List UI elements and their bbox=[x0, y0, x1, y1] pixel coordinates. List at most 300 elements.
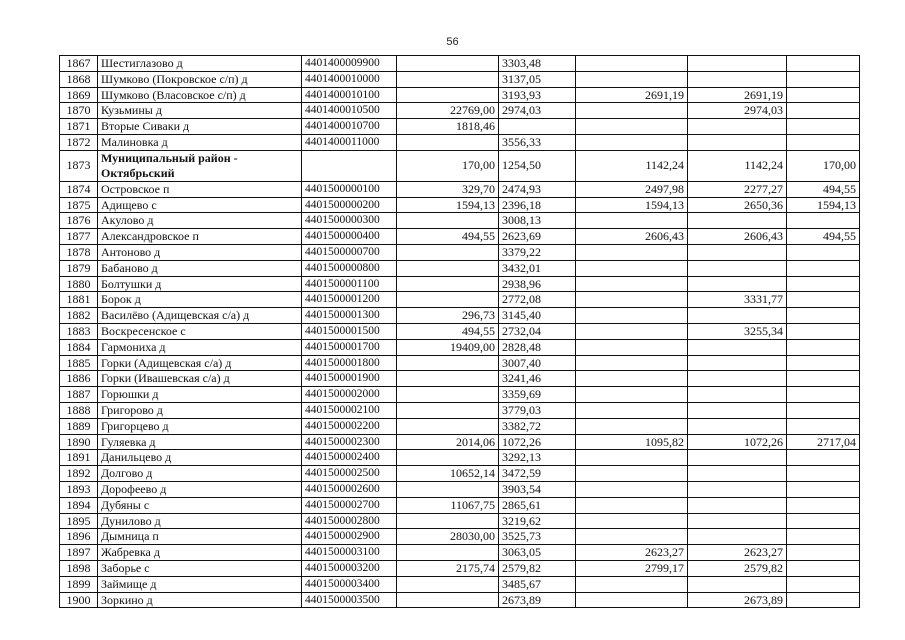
row-number: 1887 bbox=[60, 387, 98, 403]
oktmo-code: 4401500000400 bbox=[302, 229, 397, 245]
oktmo-code: 4401400011000 bbox=[302, 134, 397, 150]
value-col-2: 2772,08 bbox=[499, 292, 576, 308]
value-col-1: 170,00 bbox=[397, 150, 499, 181]
value-col-1 bbox=[397, 592, 499, 608]
row-number: 1886 bbox=[60, 371, 98, 387]
value-col-4 bbox=[688, 513, 787, 529]
value-col-4 bbox=[688, 355, 787, 371]
settlement-name: Долгово д bbox=[98, 466, 302, 482]
oktmo-code: 4401500003400 bbox=[302, 576, 397, 592]
value-col-3 bbox=[576, 71, 688, 87]
table-row bbox=[60, 87, 860, 103]
oktmo-code: 4401500002100 bbox=[302, 402, 397, 418]
table-row bbox=[60, 418, 860, 434]
value-col-4: 2606,43 bbox=[688, 229, 787, 245]
value-col-5 bbox=[787, 545, 860, 561]
value-col-1: 28030,00 bbox=[397, 529, 499, 545]
value-col-2: 2623,69 bbox=[499, 229, 576, 245]
oktmo-code: 4401500002800 bbox=[302, 513, 397, 529]
table-row bbox=[60, 308, 860, 324]
value-col-5 bbox=[787, 56, 860, 72]
table-row bbox=[60, 229, 860, 245]
table-row bbox=[60, 560, 860, 576]
settlement-name: Воскресенское с bbox=[98, 323, 302, 339]
settlement-name: Гуляевка д bbox=[98, 434, 302, 450]
value-col-2: 2396,18 bbox=[499, 197, 576, 213]
value-col-2: 1072,26 bbox=[499, 434, 576, 450]
settlement-name: Антоново д bbox=[98, 244, 302, 260]
value-col-5 bbox=[787, 576, 860, 592]
oktmo-code: 4401400010000 bbox=[302, 71, 397, 87]
row-number: 1878 bbox=[60, 244, 98, 260]
row-number: 1872 bbox=[60, 134, 98, 150]
table-body bbox=[60, 56, 860, 608]
value-col-1 bbox=[397, 134, 499, 150]
value-col-1: 10652,14 bbox=[397, 466, 499, 482]
value-col-4: 2673,89 bbox=[688, 592, 787, 608]
value-col-4 bbox=[688, 71, 787, 87]
table-row bbox=[60, 402, 860, 418]
value-col-2: 2732,04 bbox=[499, 323, 576, 339]
row-number: 1879 bbox=[60, 260, 98, 276]
row-number: 1888 bbox=[60, 402, 98, 418]
oktmo-code: 4401500001800 bbox=[302, 355, 397, 371]
value-col-5: 494,55 bbox=[787, 229, 860, 245]
table-row bbox=[60, 71, 860, 87]
table-row bbox=[60, 592, 860, 608]
value-col-1: 329,70 bbox=[397, 181, 499, 197]
value-col-3 bbox=[576, 576, 688, 592]
oktmo-code: 4401500002000 bbox=[302, 387, 397, 403]
value-col-3 bbox=[576, 134, 688, 150]
table-row bbox=[60, 497, 860, 513]
value-col-4 bbox=[688, 402, 787, 418]
row-number: 1868 bbox=[60, 71, 98, 87]
value-col-5 bbox=[787, 119, 860, 135]
table-row bbox=[60, 276, 860, 292]
data-table bbox=[59, 55, 860, 608]
value-col-1 bbox=[397, 513, 499, 529]
row-number: 1890 bbox=[60, 434, 98, 450]
table-row bbox=[60, 529, 860, 545]
value-col-1 bbox=[397, 276, 499, 292]
value-col-2: 3241,46 bbox=[499, 371, 576, 387]
oktmo-code: 4401500001500 bbox=[302, 323, 397, 339]
table-row bbox=[60, 134, 860, 150]
oktmo-code: 4401500001200 bbox=[302, 292, 397, 308]
value-col-2: 3008,13 bbox=[499, 213, 576, 229]
table-row bbox=[60, 481, 860, 497]
oktmo-code: 4401500001300 bbox=[302, 308, 397, 324]
row-number: 1877 bbox=[60, 229, 98, 245]
value-col-3 bbox=[576, 497, 688, 513]
value-col-1: 2175,74 bbox=[397, 560, 499, 576]
value-col-3 bbox=[576, 355, 688, 371]
row-number: 1870 bbox=[60, 103, 98, 119]
value-col-2: 3485,67 bbox=[499, 576, 576, 592]
row-number: 1882 bbox=[60, 308, 98, 324]
value-col-2: 2938,96 bbox=[499, 276, 576, 292]
row-number: 1869 bbox=[60, 87, 98, 103]
value-col-3 bbox=[576, 592, 688, 608]
row-number: 1892 bbox=[60, 466, 98, 482]
settlement-name: Дунилово д bbox=[98, 513, 302, 529]
value-col-4: 2650,36 bbox=[688, 197, 787, 213]
oktmo-code: 4401500003500 bbox=[302, 592, 397, 608]
value-col-3: 2691,19 bbox=[576, 87, 688, 103]
value-col-5 bbox=[787, 497, 860, 513]
value-col-4: 3255,34 bbox=[688, 323, 787, 339]
value-col-1: 19409,00 bbox=[397, 339, 499, 355]
value-col-3 bbox=[576, 276, 688, 292]
oktmo-code: 4401500003100 bbox=[302, 545, 397, 561]
value-col-5: 2717,04 bbox=[787, 434, 860, 450]
value-col-1 bbox=[397, 213, 499, 229]
value-col-2: 3779,03 bbox=[499, 402, 576, 418]
value-col-3 bbox=[576, 213, 688, 229]
value-col-1 bbox=[397, 402, 499, 418]
value-col-2: 2579,82 bbox=[499, 560, 576, 576]
value-col-1: 296,73 bbox=[397, 308, 499, 324]
value-col-4 bbox=[688, 56, 787, 72]
row-number: 1884 bbox=[60, 339, 98, 355]
oktmo-code: 4401500002200 bbox=[302, 418, 397, 434]
settlement-name: Займище д bbox=[98, 576, 302, 592]
value-col-2: 3292,13 bbox=[499, 450, 576, 466]
row-number: 1880 bbox=[60, 276, 98, 292]
row-number: 1867 bbox=[60, 56, 98, 72]
row-number: 1897 bbox=[60, 545, 98, 561]
page-number: 56 bbox=[446, 36, 459, 48]
table-row bbox=[60, 181, 860, 197]
value-col-3 bbox=[576, 450, 688, 466]
settlement-name: Болтушки д bbox=[98, 276, 302, 292]
settlement-name: Горки (Ивашевская с/а) д bbox=[98, 371, 302, 387]
value-col-5 bbox=[787, 387, 860, 403]
value-col-3: 2497,98 bbox=[576, 181, 688, 197]
value-col-4 bbox=[688, 466, 787, 482]
value-col-4 bbox=[688, 418, 787, 434]
value-col-1: 494,55 bbox=[397, 323, 499, 339]
value-col-5 bbox=[787, 87, 860, 103]
settlement-name: Малиновка д bbox=[98, 134, 302, 150]
value-col-2: 1254,50 bbox=[499, 150, 576, 181]
value-col-4 bbox=[688, 387, 787, 403]
row-number: 1894 bbox=[60, 497, 98, 513]
value-col-5 bbox=[787, 371, 860, 387]
value-col-4 bbox=[688, 529, 787, 545]
value-col-5 bbox=[787, 213, 860, 229]
settlement-name: Островское п bbox=[98, 181, 302, 197]
oktmo-code: 4401500002500 bbox=[302, 466, 397, 482]
oktmo-code: 4401400009900 bbox=[302, 56, 397, 72]
table-row bbox=[60, 56, 860, 72]
oktmo-code: 4401500000800 bbox=[302, 260, 397, 276]
settlement-name: Дымница п bbox=[98, 529, 302, 545]
value-col-4: 1072,26 bbox=[688, 434, 787, 450]
value-col-1 bbox=[397, 371, 499, 387]
oktmo-code: 4401500000200 bbox=[302, 197, 397, 213]
settlement-name: Дубяны с bbox=[98, 497, 302, 513]
row-number: 1883 bbox=[60, 323, 98, 339]
oktmo-code: 4401500002600 bbox=[302, 481, 397, 497]
oktmo-code: 4401500002900 bbox=[302, 529, 397, 545]
value-col-4 bbox=[688, 450, 787, 466]
table-row bbox=[60, 292, 860, 308]
value-col-3 bbox=[576, 513, 688, 529]
table-row bbox=[60, 450, 860, 466]
settlement-name: Муниципальный район - Октябрьский bbox=[98, 150, 302, 181]
settlement-name: Дорофеево д bbox=[98, 481, 302, 497]
settlement-name: Шумково (Покровское с/п) д bbox=[98, 71, 302, 87]
row-number: 1885 bbox=[60, 355, 98, 371]
settlement-name: Борок д bbox=[98, 292, 302, 308]
value-col-2: 3007,40 bbox=[499, 355, 576, 371]
value-col-4 bbox=[688, 119, 787, 135]
value-col-3 bbox=[576, 244, 688, 260]
value-col-4 bbox=[688, 260, 787, 276]
value-col-4 bbox=[688, 576, 787, 592]
settlement-name: Горюшки д bbox=[98, 387, 302, 403]
value-col-3 bbox=[576, 119, 688, 135]
value-col-4: 1142,24 bbox=[688, 150, 787, 181]
value-col-5 bbox=[787, 339, 860, 355]
value-col-2: 2474,93 bbox=[499, 181, 576, 197]
value-col-4 bbox=[688, 339, 787, 355]
value-col-3 bbox=[576, 418, 688, 434]
value-col-3 bbox=[576, 466, 688, 482]
value-col-2: 3303,48 bbox=[499, 56, 576, 72]
value-col-3 bbox=[576, 339, 688, 355]
value-col-1 bbox=[397, 418, 499, 434]
value-col-5: 1594,13 bbox=[787, 197, 860, 213]
value-col-3: 1095,82 bbox=[576, 434, 688, 450]
value-col-5 bbox=[787, 450, 860, 466]
table-row bbox=[60, 213, 860, 229]
value-col-5 bbox=[787, 560, 860, 576]
row-number: 1900 bbox=[60, 592, 98, 608]
value-col-2: 3382,72 bbox=[499, 418, 576, 434]
value-col-1 bbox=[397, 244, 499, 260]
value-col-4 bbox=[688, 497, 787, 513]
settlement-name: Александровское п bbox=[98, 229, 302, 245]
value-col-3 bbox=[576, 387, 688, 403]
settlement-name: Вторые Сиваки д bbox=[98, 119, 302, 135]
value-col-4: 2974,03 bbox=[688, 103, 787, 119]
value-col-3 bbox=[576, 323, 688, 339]
row-number: 1871 bbox=[60, 119, 98, 135]
settlement-name: Зоркино д bbox=[98, 592, 302, 608]
value-col-3 bbox=[576, 260, 688, 276]
row-number: 1891 bbox=[60, 450, 98, 466]
value-col-1: 11067,75 bbox=[397, 497, 499, 513]
value-col-1 bbox=[397, 450, 499, 466]
oktmo-code: 4401500001700 bbox=[302, 339, 397, 355]
value-col-1: 2014,06 bbox=[397, 434, 499, 450]
value-col-1 bbox=[397, 355, 499, 371]
settlement-name: Шумково (Власовское с/п) д bbox=[98, 87, 302, 103]
value-col-5: 494,55 bbox=[787, 181, 860, 197]
value-col-5 bbox=[787, 276, 860, 292]
row-number: 1896 bbox=[60, 529, 98, 545]
value-col-1 bbox=[397, 71, 499, 87]
value-col-5 bbox=[787, 418, 860, 434]
value-col-4: 2691,19 bbox=[688, 87, 787, 103]
settlement-name: Кузьмины д bbox=[98, 103, 302, 119]
value-col-5 bbox=[787, 308, 860, 324]
oktmo-code: 4401400010700 bbox=[302, 119, 397, 135]
value-col-2: 3193,93 bbox=[499, 87, 576, 103]
value-col-2: 3556,33 bbox=[499, 134, 576, 150]
value-col-5 bbox=[787, 513, 860, 529]
value-col-3: 1142,24 bbox=[576, 150, 688, 181]
row-number: 1875 bbox=[60, 197, 98, 213]
table-row bbox=[60, 371, 860, 387]
value-col-2: 3137,05 bbox=[499, 71, 576, 87]
settlement-name: Шестиглазово д bbox=[98, 56, 302, 72]
value-col-2: 3145,40 bbox=[499, 308, 576, 324]
value-col-2: 3903,54 bbox=[499, 481, 576, 497]
row-number: 1876 bbox=[60, 213, 98, 229]
table-row bbox=[60, 576, 860, 592]
row-number: 1895 bbox=[60, 513, 98, 529]
value-col-2: 2974,03 bbox=[499, 103, 576, 119]
table-row bbox=[60, 355, 860, 371]
value-col-1: 22769,00 bbox=[397, 103, 499, 119]
oktmo-code: 4401500003200 bbox=[302, 560, 397, 576]
table-row bbox=[60, 339, 860, 355]
row-number: 1899 bbox=[60, 576, 98, 592]
value-col-5 bbox=[787, 481, 860, 497]
value-col-3 bbox=[576, 481, 688, 497]
value-col-2: 3432,01 bbox=[499, 260, 576, 276]
settlement-name: Адищево с bbox=[98, 197, 302, 213]
value-col-1 bbox=[397, 56, 499, 72]
value-col-2: 3359,69 bbox=[499, 387, 576, 403]
value-col-4: 3331,77 bbox=[688, 292, 787, 308]
value-col-2: 2828,48 bbox=[499, 339, 576, 355]
row-number: 1881 bbox=[60, 292, 98, 308]
row-number: 1893 bbox=[60, 481, 98, 497]
value-col-4 bbox=[688, 276, 787, 292]
settlement-name: Жабревка д bbox=[98, 545, 302, 561]
table-row bbox=[60, 260, 860, 276]
row-number: 1898 bbox=[60, 560, 98, 576]
oktmo-code: 4401500001100 bbox=[302, 276, 397, 292]
value-col-3 bbox=[576, 292, 688, 308]
settlement-name: Заборье с bbox=[98, 560, 302, 576]
value-col-4 bbox=[688, 371, 787, 387]
table-row bbox=[60, 466, 860, 482]
settlement-name: Гармониха д bbox=[98, 339, 302, 355]
settlement-name: Григорцево д bbox=[98, 418, 302, 434]
oktmo-code: 4401500002400 bbox=[302, 450, 397, 466]
settlement-name: Данильцево д bbox=[98, 450, 302, 466]
row-number: 1873 bbox=[60, 150, 98, 181]
value-col-5: 170,00 bbox=[787, 150, 860, 181]
value-col-3 bbox=[576, 529, 688, 545]
table-row bbox=[60, 197, 860, 213]
settlement-name: Горки (Адищевская с/а) д bbox=[98, 355, 302, 371]
value-col-2 bbox=[499, 119, 576, 135]
table-row bbox=[60, 387, 860, 403]
value-col-1 bbox=[397, 387, 499, 403]
table-row bbox=[60, 244, 860, 260]
oktmo-code: 4401500002300 bbox=[302, 434, 397, 450]
value-col-1 bbox=[397, 576, 499, 592]
value-col-5 bbox=[787, 244, 860, 260]
row-number: 1874 bbox=[60, 181, 98, 197]
value-col-1: 1594,13 bbox=[397, 197, 499, 213]
value-col-2: 3063,05 bbox=[499, 545, 576, 561]
value-col-2: 3472,59 bbox=[499, 466, 576, 482]
value-col-4 bbox=[688, 213, 787, 229]
value-col-1 bbox=[397, 481, 499, 497]
value-col-2: 2673,89 bbox=[499, 592, 576, 608]
value-col-4 bbox=[688, 134, 787, 150]
settlement-name: Василёво (Адищевская с/а) д bbox=[98, 308, 302, 324]
table-row bbox=[60, 119, 860, 135]
value-col-3 bbox=[576, 371, 688, 387]
oktmo-code: 4401500000700 bbox=[302, 244, 397, 260]
value-col-3 bbox=[576, 103, 688, 119]
value-col-4 bbox=[688, 481, 787, 497]
value-col-5 bbox=[787, 260, 860, 276]
value-col-5 bbox=[787, 103, 860, 119]
value-col-5 bbox=[787, 466, 860, 482]
value-col-2: 2865,61 bbox=[499, 497, 576, 513]
value-col-4: 2623,27 bbox=[688, 545, 787, 561]
value-col-2: 3379,22 bbox=[499, 244, 576, 260]
value-col-3: 1594,13 bbox=[576, 197, 688, 213]
value-col-3 bbox=[576, 402, 688, 418]
table-row bbox=[60, 323, 860, 339]
oktmo-code bbox=[302, 150, 397, 181]
value-col-1 bbox=[397, 260, 499, 276]
value-col-4 bbox=[688, 308, 787, 324]
value-col-1 bbox=[397, 292, 499, 308]
oktmo-code: 4401500000100 bbox=[302, 181, 397, 197]
value-col-1: 1818,46 bbox=[397, 119, 499, 135]
value-col-1 bbox=[397, 87, 499, 103]
settlement-name: Акулово д bbox=[98, 213, 302, 229]
value-col-5 bbox=[787, 402, 860, 418]
table-row bbox=[60, 150, 860, 181]
value-col-4: 2277,27 bbox=[688, 181, 787, 197]
table-row bbox=[60, 434, 860, 450]
table-row bbox=[60, 103, 860, 119]
value-col-3 bbox=[576, 56, 688, 72]
value-col-1 bbox=[397, 545, 499, 561]
value-col-3: 2623,27 bbox=[576, 545, 688, 561]
value-col-4: 2579,82 bbox=[688, 560, 787, 576]
value-col-3: 2799,17 bbox=[576, 560, 688, 576]
settlement-name: Григорово д bbox=[98, 402, 302, 418]
value-col-5 bbox=[787, 292, 860, 308]
row-number: 1889 bbox=[60, 418, 98, 434]
value-col-5 bbox=[787, 323, 860, 339]
value-col-5 bbox=[787, 134, 860, 150]
table-row bbox=[60, 545, 860, 561]
oktmo-code: 4401500000300 bbox=[302, 213, 397, 229]
value-col-3: 2606,43 bbox=[576, 229, 688, 245]
settlement-name: Бабаново д bbox=[98, 260, 302, 276]
oktmo-code: 4401400010100 bbox=[302, 87, 397, 103]
value-col-3 bbox=[576, 308, 688, 324]
value-col-4 bbox=[688, 244, 787, 260]
value-col-1: 494,55 bbox=[397, 229, 499, 245]
oktmo-code: 4401400010500 bbox=[302, 103, 397, 119]
